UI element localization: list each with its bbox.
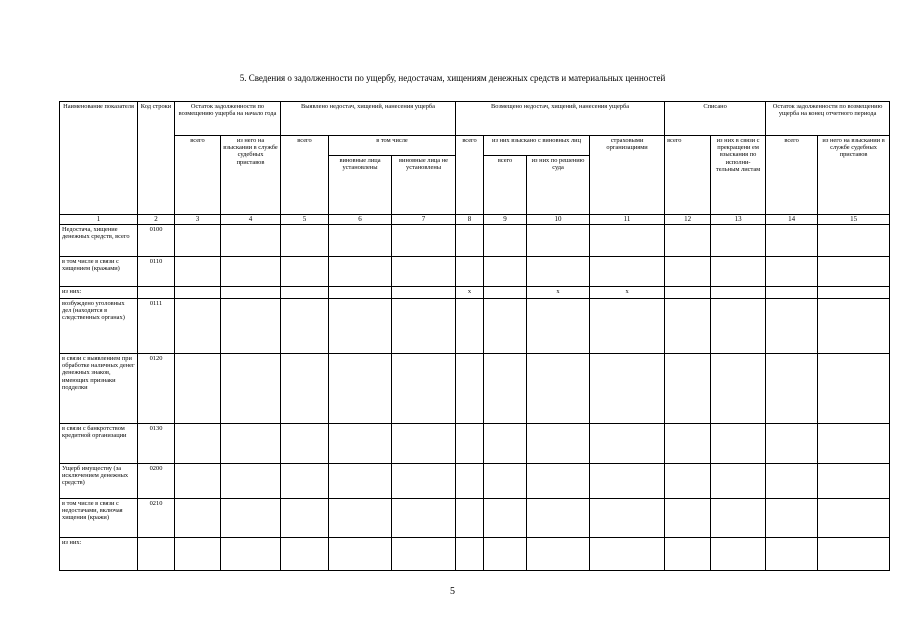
data-cell[interactable] (665, 424, 711, 464)
data-cell[interactable] (766, 287, 818, 299)
data-cell[interactable] (392, 287, 456, 299)
row-code (138, 538, 175, 571)
data-cell[interactable]: x (527, 287, 590, 299)
data-cell[interactable] (818, 225, 890, 257)
header-begin-bailiffs: из него на взыскании в службе судебных приставов (221, 136, 281, 215)
header-end: Остаток задолженности по возмещению ущерба на конец отчетного периода (766, 102, 890, 136)
data-cell[interactable] (221, 538, 281, 571)
data-cell[interactable] (818, 287, 890, 299)
data-cell[interactable] (281, 287, 329, 299)
data-cell[interactable] (665, 354, 711, 424)
data-cell[interactable] (818, 464, 890, 499)
data-cell[interactable] (665, 299, 711, 354)
data-cell[interactable] (175, 464, 221, 499)
header-row-2 (60, 136, 890, 156)
data-cell[interactable] (221, 257, 281, 287)
data-cell[interactable] (329, 464, 392, 499)
header-insurance: страховыми организациями (590, 136, 665, 215)
header-row-1 (60, 102, 890, 136)
header-written: Списано (665, 102, 766, 136)
row-name: Недостача, хищение денежных средств, всего (60, 225, 138, 257)
row-name: в том числе в связи с хищением (кражами) (60, 257, 138, 287)
data-cell[interactable] (392, 464, 456, 499)
data-cell[interactable] (456, 499, 484, 538)
data-cell[interactable] (766, 424, 818, 464)
data-cell[interactable] (456, 354, 484, 424)
data-cell[interactable] (711, 424, 766, 464)
data-cell[interactable] (175, 499, 221, 538)
column-number: 6 (329, 215, 392, 225)
data-cell[interactable] (175, 287, 221, 299)
data-cell[interactable] (281, 354, 329, 424)
data-cell[interactable] (456, 225, 484, 257)
data-cell[interactable] (766, 499, 818, 538)
data-cell[interactable] (766, 464, 818, 499)
data-cell[interactable] (527, 257, 590, 287)
data-cell[interactable] (175, 225, 221, 257)
data-cell[interactable] (527, 538, 590, 571)
column-number: 8 (456, 215, 484, 225)
column-number: 4 (221, 215, 281, 225)
data-cell[interactable] (392, 424, 456, 464)
data-cell[interactable] (456, 464, 484, 499)
column-number: 11 (590, 215, 665, 225)
header-culprits-unknown: виновные лица не установлены (392, 156, 456, 215)
data-cell[interactable] (527, 299, 590, 354)
row-name: из них: (60, 287, 138, 299)
row-name: в связи с выявлением при обработке наличных денег денежных знаков, имеющих признаки подделки (60, 354, 138, 424)
data-cell[interactable] (221, 424, 281, 464)
data-cell[interactable] (711, 299, 766, 354)
data-cell[interactable] (590, 225, 665, 257)
data-cell[interactable] (329, 538, 392, 571)
data-cell[interactable] (329, 499, 392, 538)
header-recovered: Возмещено недостач, хищений, нанесения ущерба (456, 102, 665, 136)
table-row (60, 225, 890, 257)
row-code: 0110 (138, 257, 175, 287)
data-cell[interactable] (221, 287, 281, 299)
header-recovered-total: всего (456, 136, 484, 215)
data-cell[interactable] (818, 499, 890, 538)
data-cell[interactable] (281, 499, 329, 538)
row-code: 0100 (138, 225, 175, 257)
row-name: Ущерб имуществу (за исключением денежных средств) (60, 464, 138, 499)
header-written-total: всего (665, 136, 711, 215)
data-cell[interactable] (175, 354, 221, 424)
data-cell[interactable] (281, 424, 329, 464)
header-court: из них по решению суда (527, 156, 590, 215)
data-cell[interactable] (711, 538, 766, 571)
row-code: 0210 (138, 499, 175, 538)
column-number: 15 (818, 215, 890, 225)
table-row (60, 538, 890, 571)
column-number: 2 (138, 215, 175, 225)
row-code: 0200 (138, 464, 175, 499)
column-number: 1 (60, 215, 138, 225)
data-cell[interactable] (711, 257, 766, 287)
header-begin: Остаток задолженности по возмещению ущерба на начало года (175, 102, 281, 136)
row-code: 0120 (138, 354, 175, 424)
column-number: 10 (527, 215, 590, 225)
data-cell[interactable] (484, 257, 527, 287)
data-cell[interactable] (392, 538, 456, 571)
table-row (60, 464, 890, 499)
row-code (138, 287, 175, 299)
data-cell[interactable] (818, 538, 890, 571)
data-cell[interactable] (329, 257, 392, 287)
header-found-total: всего (281, 136, 329, 215)
table-row (60, 354, 890, 424)
row-name: из них: (60, 538, 138, 571)
header-from-culprits-total: всего (484, 156, 527, 215)
data-cell[interactable] (456, 538, 484, 571)
data-cell[interactable] (456, 299, 484, 354)
data-cell[interactable] (590, 257, 665, 287)
table-row (60, 299, 890, 354)
data-cell[interactable] (221, 499, 281, 538)
table-row (60, 287, 890, 299)
header-begin-total: всего (175, 136, 221, 215)
data-cell[interactable]: x (456, 287, 484, 299)
row-code: 0111 (138, 299, 175, 354)
data-cell[interactable] (766, 299, 818, 354)
row-code: 0130 (138, 424, 175, 464)
data-cell[interactable] (766, 538, 818, 571)
data-cell[interactable] (392, 499, 456, 538)
data-cell[interactable] (392, 225, 456, 257)
row-name: возбуждено уголовных дел (находится в следственных органах) (60, 299, 138, 354)
data-cell[interactable] (175, 538, 221, 571)
section-title: 5. Сведения о задолженности по ущербу, недостачам, хищениям денежных средств и материальных ценностей (239, 73, 666, 83)
table-row (60, 257, 890, 287)
data-cell[interactable] (665, 499, 711, 538)
column-numbers-row (60, 215, 890, 225)
data-cell[interactable] (329, 287, 392, 299)
column-number: 3 (175, 215, 221, 225)
data-cell[interactable] (527, 424, 590, 464)
header-end-bailiffs: из него на взыскании в службе судебных приставов (818, 136, 890, 215)
data-cell[interactable] (175, 299, 221, 354)
data-cell[interactable] (456, 257, 484, 287)
data-cell[interactable] (329, 354, 392, 424)
data-cell[interactable] (484, 464, 527, 499)
data-cell[interactable] (175, 424, 221, 464)
data-cell[interactable] (818, 354, 890, 424)
data-cell[interactable] (766, 257, 818, 287)
data-cell[interactable] (527, 499, 590, 538)
data-cell[interactable] (711, 354, 766, 424)
data-cell[interactable] (392, 354, 456, 424)
data-cell[interactable] (590, 499, 665, 538)
header-end-total: всего (766, 136, 818, 215)
data-cell[interactable] (456, 424, 484, 464)
row-name: в том числе в связи с недостачами, включая хищения (кражи) (60, 499, 138, 538)
data-cell[interactable] (221, 299, 281, 354)
data-cell[interactable] (711, 464, 766, 499)
data-cell[interactable] (590, 299, 665, 354)
data-cell[interactable] (818, 257, 890, 287)
data-cell[interactable] (527, 354, 590, 424)
data-cell[interactable]: x (590, 287, 665, 299)
data-cell[interactable] (766, 225, 818, 257)
data-cell[interactable] (484, 538, 527, 571)
data-cell[interactable] (484, 354, 527, 424)
header-culprits-known: виновные лица установлены (329, 156, 392, 215)
data-cell[interactable] (484, 424, 527, 464)
data-cell[interactable] (281, 464, 329, 499)
data-cell[interactable] (175, 257, 221, 287)
column-number: 12 (665, 215, 711, 225)
data-cell[interactable] (711, 287, 766, 299)
header-found: Выявлено недостач, хищений, нанесения ущерба (281, 102, 456, 136)
data-cell[interactable] (221, 354, 281, 424)
data-cell[interactable] (818, 299, 890, 354)
data-cell[interactable] (221, 225, 281, 257)
debt-table (59, 101, 890, 571)
header-name: Наименование показателя (60, 102, 138, 215)
data-cell[interactable] (392, 299, 456, 354)
data-cell[interactable] (527, 225, 590, 257)
data-cell[interactable] (281, 225, 329, 257)
data-cell[interactable] (665, 538, 711, 571)
data-cell[interactable] (590, 464, 665, 499)
data-cell[interactable] (590, 538, 665, 571)
data-cell[interactable] (818, 424, 890, 464)
data-cell[interactable] (766, 354, 818, 424)
data-cell[interactable] (281, 538, 329, 571)
column-number: 7 (392, 215, 456, 225)
data-cell[interactable] (392, 257, 456, 287)
data-cell[interactable] (665, 287, 711, 299)
data-cell[interactable] (221, 464, 281, 499)
data-cell[interactable] (590, 424, 665, 464)
header-termination: из них в связи с прекращени ем взыскания по исполни- тельным листам (711, 136, 766, 215)
data-cell[interactable] (484, 299, 527, 354)
data-cell[interactable] (665, 225, 711, 257)
column-number: 14 (766, 215, 818, 225)
column-number: 9 (484, 215, 527, 225)
data-cell[interactable] (527, 464, 590, 499)
data-cell[interactable] (484, 499, 527, 538)
header-from-culprits: из них взыскано с виновных лиц (484, 136, 590, 156)
header-code: Код строки (138, 102, 175, 215)
column-number: 5 (281, 215, 329, 225)
data-cell[interactable] (665, 257, 711, 287)
table-row (60, 499, 890, 538)
data-cell[interactable] (329, 299, 392, 354)
header-found-including: в том числе (329, 136, 456, 156)
page-number: 5 (450, 586, 455, 597)
table-row (60, 424, 890, 464)
row-name: в связи с банкротством кредитной организации (60, 424, 138, 464)
data-cell[interactable] (711, 225, 766, 257)
data-cell[interactable] (281, 299, 329, 354)
data-cell[interactable] (590, 354, 665, 424)
data-cell[interactable] (484, 287, 527, 299)
data-cell[interactable] (484, 225, 527, 257)
data-cell[interactable] (281, 257, 329, 287)
data-cell[interactable] (329, 225, 392, 257)
data-cell[interactable] (665, 464, 711, 499)
data-cell[interactable] (329, 424, 392, 464)
data-cell[interactable] (711, 499, 766, 538)
column-number: 13 (711, 215, 766, 225)
